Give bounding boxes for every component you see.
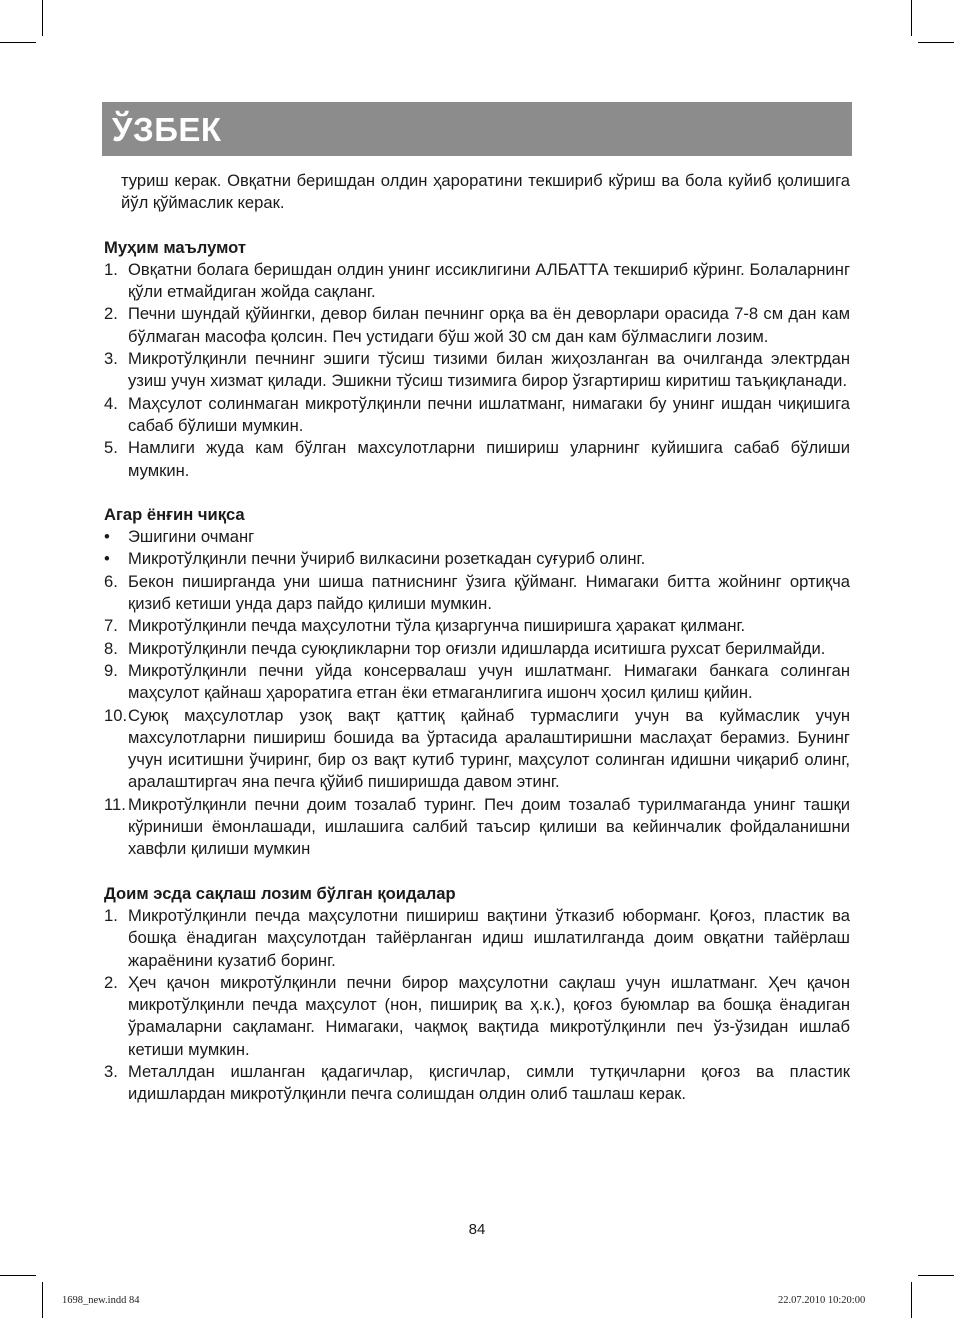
section-list bbox=[104, 526, 850, 860]
list-item bbox=[104, 571, 850, 616]
page-number: 84 bbox=[468, 1221, 486, 1238]
list-marker: 6. bbox=[104, 571, 118, 591]
sections-container bbox=[104, 237, 850, 1106]
section-heading: Муҳим маълумот bbox=[104, 237, 246, 257]
list-item-text: Микротўлқинли печни доим тозалаб туринг. Печ доим тозалаб турилмаганда унинг ташқи кўриниши ёмонлашади, ишлашига салбий таъсир қилиши ва кейинчалик фойдаланишни хавфли қилиши мумкин bbox=[128, 794, 850, 859]
list-marker: 1. bbox=[104, 905, 118, 925]
section-heading: Агар ёнғин чиқса bbox=[104, 504, 245, 524]
crop-mark bbox=[42, 0, 43, 36]
crop-mark bbox=[0, 1275, 36, 1276]
list-marker: 3. bbox=[104, 349, 118, 369]
list-marker: 2. bbox=[104, 304, 118, 324]
list-marker: 3. bbox=[104, 1061, 118, 1081]
list-item-text: Маҳсулот солинмаган микротўлқинли печни ишлатманг, нимагаки бу унинг ишдан чиқишига сабаб бўлиши мумкин. bbox=[128, 393, 850, 435]
list-item bbox=[104, 660, 850, 705]
crop-mark bbox=[0, 42, 36, 43]
section-list bbox=[104, 905, 850, 1106]
crop-mark bbox=[918, 1275, 954, 1276]
list-marker: 10. bbox=[104, 705, 128, 725]
list-item-text: Микротўлқинли печни ўчириб вилкасини розеткадан суғуриб олинг. bbox=[128, 549, 646, 569]
list-item bbox=[104, 548, 850, 570]
section-heading: Доим эсда сақлаш лозим бўлган қоидалар bbox=[104, 883, 456, 903]
list-item bbox=[104, 972, 850, 1061]
list-item bbox=[104, 259, 850, 304]
list-item-text: Намлиги жуда кам бўлган махсулотларни пишириш уларнинг куйишига сабаб бўлиши мумкин. bbox=[128, 438, 850, 480]
list-item bbox=[104, 1061, 850, 1106]
document-body bbox=[104, 170, 850, 1106]
list-item bbox=[104, 794, 850, 861]
list-item bbox=[104, 437, 850, 482]
crop-mark bbox=[42, 1282, 43, 1318]
file-slug: 1698_new.indd 84 bbox=[62, 1295, 140, 1306]
list-item-text: Микротўлқинли печда маҳсулотни пишириш вақтини ўтказиб юборманг. Қоғоз, пластик ва бошқа ёнадиган маҳсулотдан тайёрланган идиш ишлатилганда доим овқатни тайёрлаш жараёнини кузатиб боринг. bbox=[128, 905, 850, 970]
list-item-text: Микротўлқинли печни уйда консервалаш учун ишлатманг. Нимагаки банкага солинган маҳсулот қайнаш ҳароратига етган ёки етмаганлигига ишонч ҳосил қилиш қийин. bbox=[128, 660, 850, 703]
list-item bbox=[104, 348, 850, 393]
list-item-text: Металлдан ишланган қадагичлар, қисгичлар, симли тутқичларни қоғоз ва пластик идишлардан микротўлқинли печга солишдан олдин олиб ташлаш керак. bbox=[128, 1061, 850, 1104]
list-item bbox=[104, 303, 850, 348]
list-item-text: Суюқ маҳсулотлар узоқ вақт қаттиқ қайнаб турмаслиги учун ва куймаслик учун махсулотларни пишириш бошида ва ўртасида аралаштиришни маслаҳат берамиз. Бунинг учун иситишни ўчиринг, бир оз вақт кутиб туринг, маҳсулот солинган идишни чиқариб олинг, аралаштиргач яна печга қўйиб пиширишда давом этинг. bbox=[128, 705, 850, 792]
list-item bbox=[104, 705, 850, 794]
crop-mark bbox=[918, 42, 954, 43]
list-marker: • bbox=[104, 549, 110, 569]
list-item-text: Эшигини очманг bbox=[128, 527, 255, 547]
list-item-text: Бекон пиширганда уни шиша патниснинг ўзига қўйманг. Нимагаки битта жойнинг ортиқча қизиб кетиши унда дарз пайдо қилиши мумкин. bbox=[128, 571, 850, 614]
list-item-text: Печни шундай қўйингки, девор билан печнинг орқа ва ён деворлари орасида 7-8 см дан кам бўлмаган масофа қолсин. Печ устидаги бўш жой 30 см дан кам бўлмаслиги лозим. bbox=[128, 304, 850, 346]
list-marker: 8. bbox=[104, 638, 118, 658]
list-item-text: Ҳеч қачон микротўлқинли печни бирор маҳсулотни сақлаш учун ишлатманг. Ҳеч қачон микротўлқинли печда маҳсулот (нон, пишириқ ва ҳ.к.), қоғоз буюмлар ва бошқа ёнадиган ўрамаларни сақламанг. Нимагаки, чақмоқ вақтида микротўлқинли печ ўз-ўзидан ишлаб кетиши мумкин. bbox=[128, 972, 850, 1059]
intro-paragraph: туриш керак. Овқатни беришдан олдин ҳароратини текшириб кўриш ва бола куйиб қолишига йўл қўймаслик керак. bbox=[121, 171, 850, 213]
page-title: ЎЗБЕК bbox=[112, 111, 222, 148]
list-item bbox=[104, 905, 850, 972]
crop-mark bbox=[911, 0, 912, 36]
list-marker: 4. bbox=[104, 393, 118, 413]
list-marker: • bbox=[104, 527, 110, 547]
list-marker: 9. bbox=[104, 660, 118, 680]
print-timestamp: 22.07.2010 10:20:00 bbox=[778, 1295, 866, 1306]
language-header-bar bbox=[102, 102, 852, 156]
list-marker: 7. bbox=[104, 616, 118, 636]
list-marker: 2. bbox=[104, 972, 118, 992]
list-marker: 5. bbox=[104, 438, 118, 458]
list-marker: 11. bbox=[104, 794, 126, 814]
list-item-text: Микротўлқинли печда суюқликларни тор оғизли идишларда иситишга рухсат берилмайди. bbox=[128, 638, 826, 658]
list-item-text: Овқатни болага беришдан олдин унинг иссиклигини АЛБАТТА текшириб кўринг. Болаларнинг қўли етмайдиган жойда сақланг. bbox=[128, 259, 850, 302]
list-item bbox=[104, 393, 850, 438]
list-marker: 1. bbox=[104, 259, 118, 279]
crop-mark bbox=[911, 1282, 912, 1318]
list-item bbox=[104, 638, 850, 660]
section-list bbox=[104, 259, 850, 482]
list-item bbox=[104, 526, 850, 548]
list-item bbox=[104, 615, 850, 637]
list-item-text: Микротўлқинли печнинг эшиги тўсиш тизими билан жиҳозланган ва очилганда электрдан узиш учун хизмат қилади. Эшикни тўсиш тизимига бирор ўзгартириш киритиш таъқиқланади. bbox=[128, 349, 850, 391]
list-item-text: Микротўлқинли печда маҳсулотни тўла қизаргунча пиширишга ҳаракат қилманг. bbox=[128, 616, 746, 636]
